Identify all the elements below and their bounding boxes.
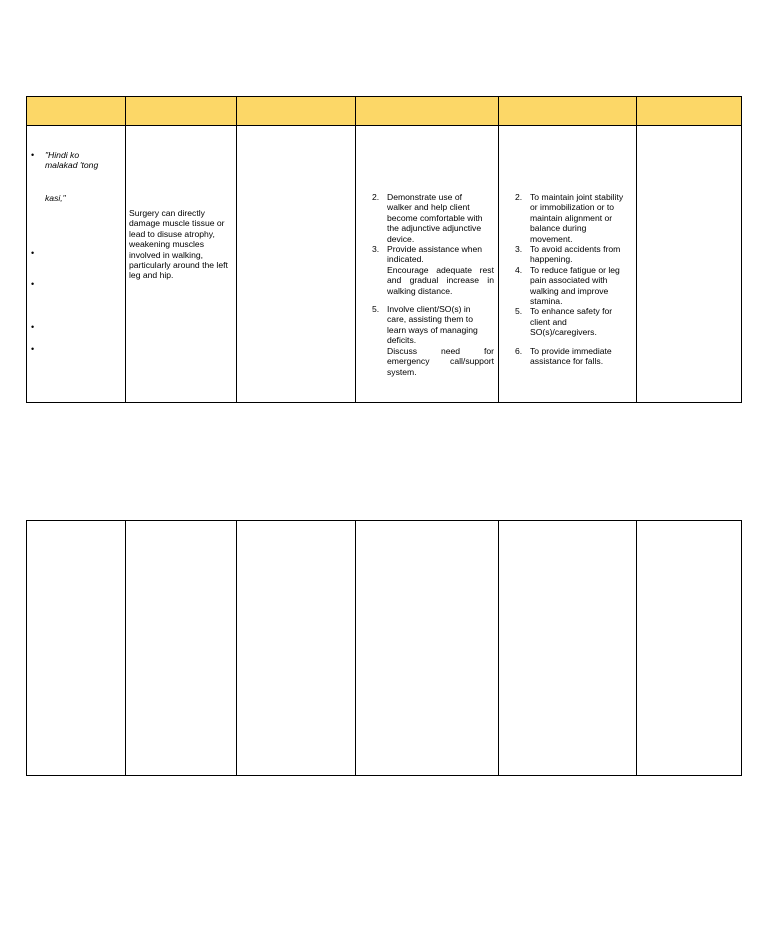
empty-cell [356,521,499,776]
rationale-item [512,306,634,337]
intervention-line: learn ways of managing [387,324,478,335]
cue-bullet-empty [45,279,123,289]
intervention-line: walker and help client [387,202,470,213]
rationale-line: client and [530,316,567,327]
intervention-line: emergency call/support [387,356,494,367]
header-cell-analysis [126,97,237,126]
cue-quote-line: malakad 'tong [45,160,99,171]
cue-bullet-empty [45,344,123,354]
rationale-item [512,346,634,367]
cue-quote-line: kasi," [45,192,66,203]
rationale-line: To maintain joint stability [530,192,624,202]
table-row [27,521,742,776]
empty-cell [237,126,356,403]
intervention-item [369,192,494,244]
empty-cell [637,521,742,776]
intervention-line: system. [387,366,417,377]
intervention-item [369,304,494,377]
rationale-number: 6. [515,345,523,356]
rationale-line: movement. [530,233,573,244]
cue-quote [45,150,123,203]
rationale-number: 5. [515,306,523,317]
interventions-cell [356,126,499,403]
empty-cell [499,521,637,776]
empty-cell [126,521,237,776]
rationale-line: happening. [530,254,573,265]
header-cell-6 [637,97,742,126]
intervention-line: Demonstrate use of [387,192,462,202]
intervention-number: 3. [372,244,380,255]
rationale-number: 2. [515,192,523,202]
empty-cell [237,521,356,776]
intervention-line: Provide assistance when [387,244,483,255]
list-gap [512,338,634,346]
intervention-line: Discuss need for [387,345,494,356]
intervention-line: become comfortable with [387,212,483,223]
intervention-line: walking distance. [387,285,453,296]
rationale-line: stamina. [530,296,563,307]
intervention-line: care, assisting them to [387,314,473,325]
rationale-line: walking and improve [530,285,609,296]
intervention-line: deficits. [387,335,417,346]
rationale-line: To enhance safety for [530,306,613,317]
cue-bullet-empty [45,248,123,258]
cue-bullet-empty [45,322,123,332]
rationale-line: To reduce fatigue or leg [530,264,620,275]
analysis-text: Surgery can directly damage muscle tissue or lead to disuse atrophy, weakening muscles involved in walking, particularly around the left leg and hip. [129,208,228,281]
rationale-item [512,192,634,244]
cues-cell [27,126,126,403]
table-header-row [27,97,742,126]
rationale-line: maintain alignment or [530,212,613,223]
rationale-item [512,244,634,265]
rationale-line: or immobilization or to [530,202,615,213]
care-plan-table-1 [26,96,742,403]
intervention-line: indicated. [387,254,424,265]
rationale-line: pain associated with [530,275,608,286]
table-row [27,126,742,403]
rationale-number: 4. [515,264,523,275]
intervention-line: the adjunctive adjunctive [387,223,482,234]
rationale-number: 3. [515,244,523,255]
rationale-item [512,265,634,307]
list-gap [369,296,494,304]
interventions-list [369,192,494,377]
header-cell-rationale [499,97,637,126]
intervention-line: device. [387,233,415,244]
rationale-cell [499,126,637,403]
intervention-number: 5. [372,304,380,315]
rationale-list [512,192,634,367]
rationale-line: balance during [530,223,587,234]
header-cell-cues [27,97,126,126]
rationale-line: assistance for falls. [530,356,604,367]
rationale-line: To avoid accidents from [530,244,621,255]
empty-cell [637,126,742,403]
rationale-line: To provide immediate [530,345,612,356]
care-plan-table-2 [26,520,742,776]
header-cell-3 [237,97,356,126]
intervention-item [369,244,494,296]
empty-cell [27,521,126,776]
intervention-line: and gradual increase in [387,275,494,286]
header-cell-interventions [356,97,499,126]
analysis-cell [126,126,237,403]
rationale-line: SO(s)/caregivers. [530,327,597,338]
intervention-number: 2. [372,192,380,202]
intervention-line: Encourage adequate rest [387,264,494,275]
cue-quote-line: • "Hindi ko [45,150,80,160]
intervention-line: Involve client/SO(s) in [387,304,471,315]
